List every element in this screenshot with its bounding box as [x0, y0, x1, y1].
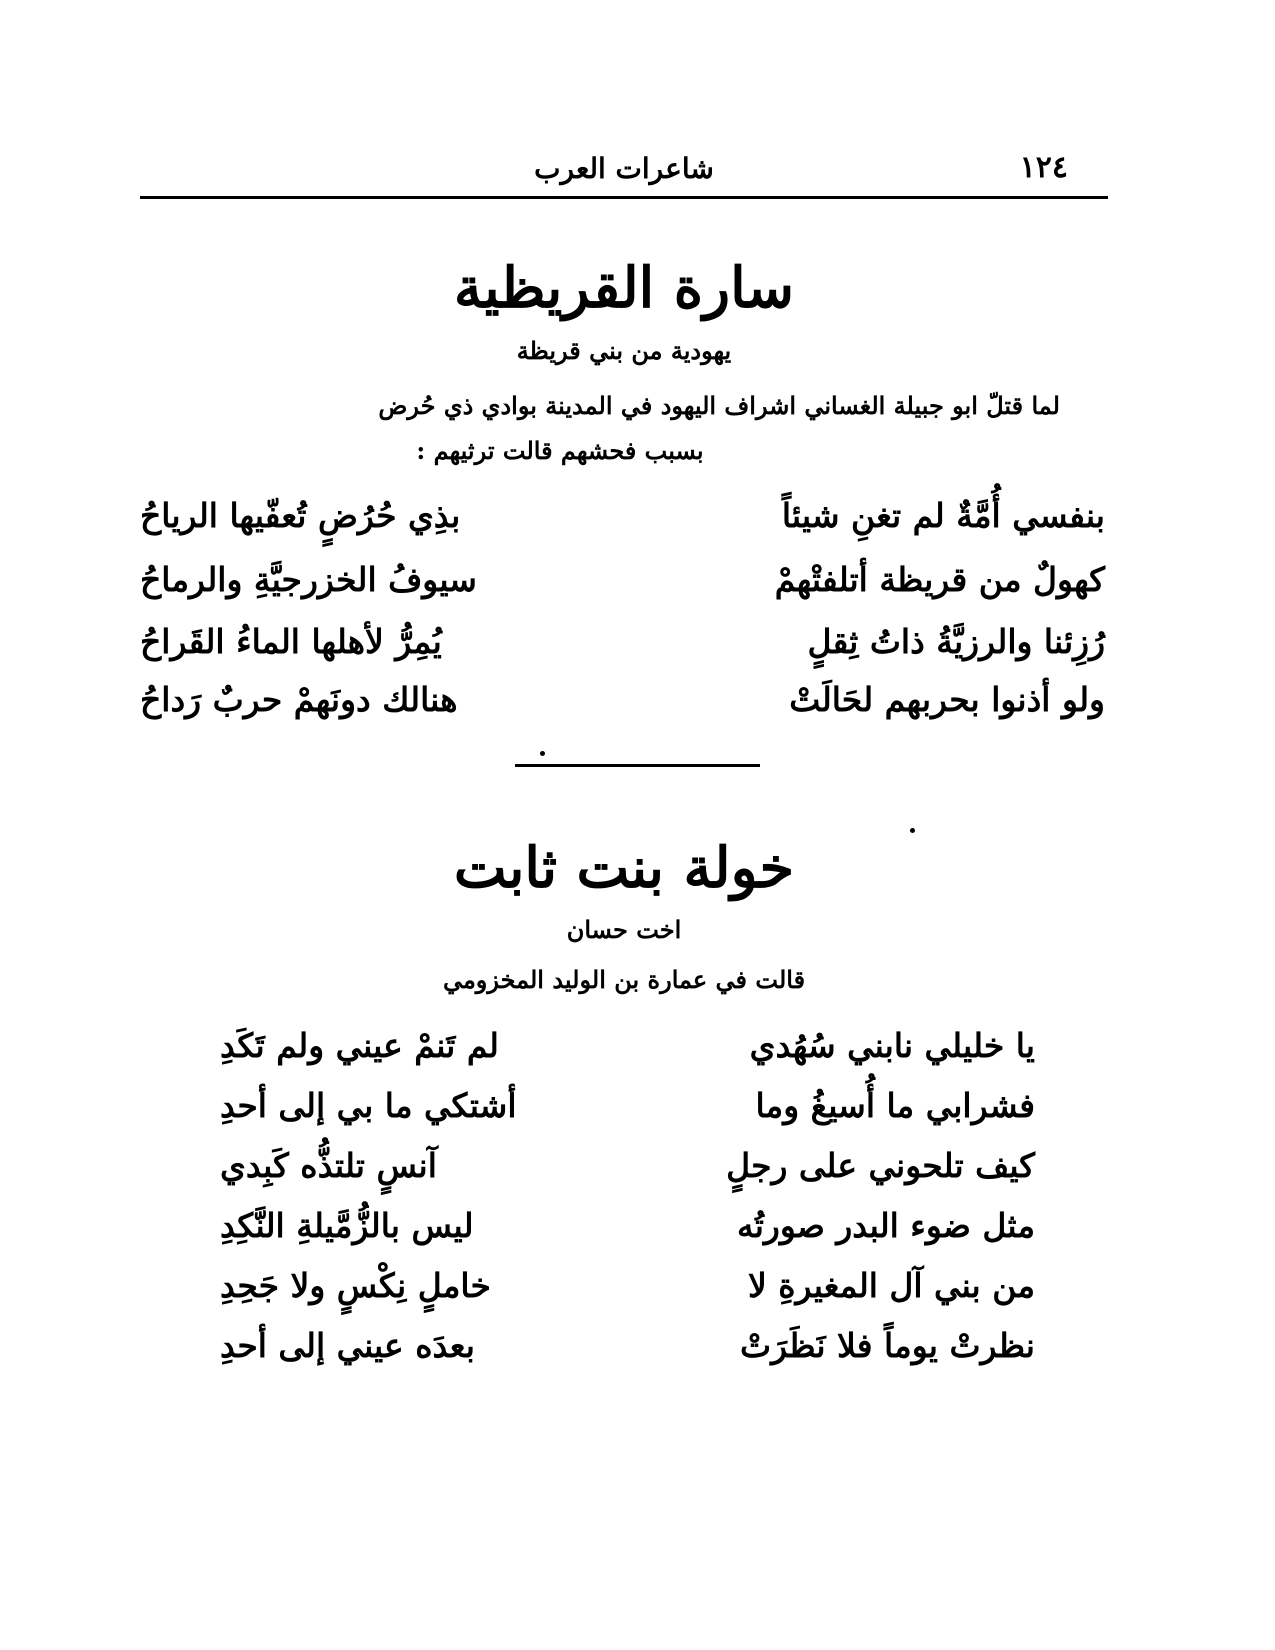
poet-description: اخت حسان [566, 915, 682, 944]
verse-second-hemistich: سيوفُ الخزرجيَّةِ والرماحُ [140, 560, 477, 599]
header-rule [140, 196, 1108, 199]
poet-name-khawla: خولة بنت ثابت [453, 835, 795, 901]
section-divider [515, 764, 760, 767]
ink-dot [910, 828, 915, 833]
verse-first-hemistich: ولو أذنوا بحربهم لحَالَتْ [789, 680, 1105, 719]
verse-second-hemistich: خاملٍ نِكْسٍ ولا جَحِدِ [220, 1266, 491, 1305]
intro-line: قالت في عمارة بن الوليد المخزومي [442, 965, 806, 994]
book-title: شاعرات العرب [534, 152, 714, 185]
verse-second-hemistich: أشتكي ما بي إلى أحدِ [220, 1086, 517, 1125]
verse-first-hemistich: من بني آل المغيرةِ لا [747, 1266, 1035, 1305]
verse [140, 560, 1105, 612]
verse [220, 1086, 1035, 1138]
divider-dot [540, 751, 545, 756]
verse-first-hemistich: يا خليلي نابني سُهُدي [749, 1026, 1035, 1065]
verse-first-hemistich: رُزِئنا والرزيَّةُ ذاتُ ثِقلٍ [807, 622, 1105, 661]
verse-second-hemistich: لم تَنمْ عيني ولم تَكَدِ [220, 1026, 499, 1065]
poet-name-sara: سارة القريظية [453, 255, 795, 321]
verse [220, 1206, 1035, 1258]
verse-first-hemistich: بنفسي أُمَّةٌ لم تغنِ شيئاً [781, 496, 1105, 535]
verse-second-hemistich: يُمِرُّ لأهلها الماءُ القَراحُ [140, 622, 442, 661]
verse-second-hemistich: ليس بالزُّمَّيلةِ النَّكِدِ [220, 1206, 474, 1245]
verse [220, 1326, 1035, 1378]
poet-description: يهودية من بني قريظة [516, 336, 732, 365]
verse-second-hemistich: آنسٍ تلتذُّه كَبِدي [220, 1146, 437, 1185]
verse-first-hemistich: فشرابي ما أُسيغُ وما [755, 1086, 1035, 1125]
intro-line: بسبب فحشهم قالت ترثيهم : [416, 436, 704, 465]
verse [220, 1146, 1035, 1198]
intro-line: لما قتلّ ابو جبيلة الغساني اشراف اليهود في المدينة بوادي ذي حُرض [378, 391, 1060, 420]
verse [220, 1026, 1035, 1078]
running-header [140, 150, 1108, 190]
verse-second-hemistich: هنالك دونَهمْ حربٌ رَداحُ [140, 680, 458, 719]
verse-first-hemistich: كهولٌ من قريظة أتلفتْهمْ [774, 560, 1105, 599]
verse [220, 1266, 1035, 1318]
verse [140, 680, 1105, 732]
verse [140, 622, 1105, 674]
verse-first-hemistich: نظرتْ يوماً فلا نَظَرَتْ [740, 1326, 1035, 1365]
page-number: ١٢٤ [1019, 150, 1068, 185]
verse-second-hemistich: بعدَه عيني إلى أحدِ [220, 1326, 475, 1365]
verse [140, 496, 1105, 548]
verse-second-hemistich: بذِي حُرُضٍ تُعفّيها الرياحُ [140, 496, 461, 535]
verse-first-hemistich: كيف تلحوني على رجلٍ [726, 1146, 1035, 1185]
verse-first-hemistich: مثل ضوء البدر صورتُه [737, 1206, 1035, 1245]
